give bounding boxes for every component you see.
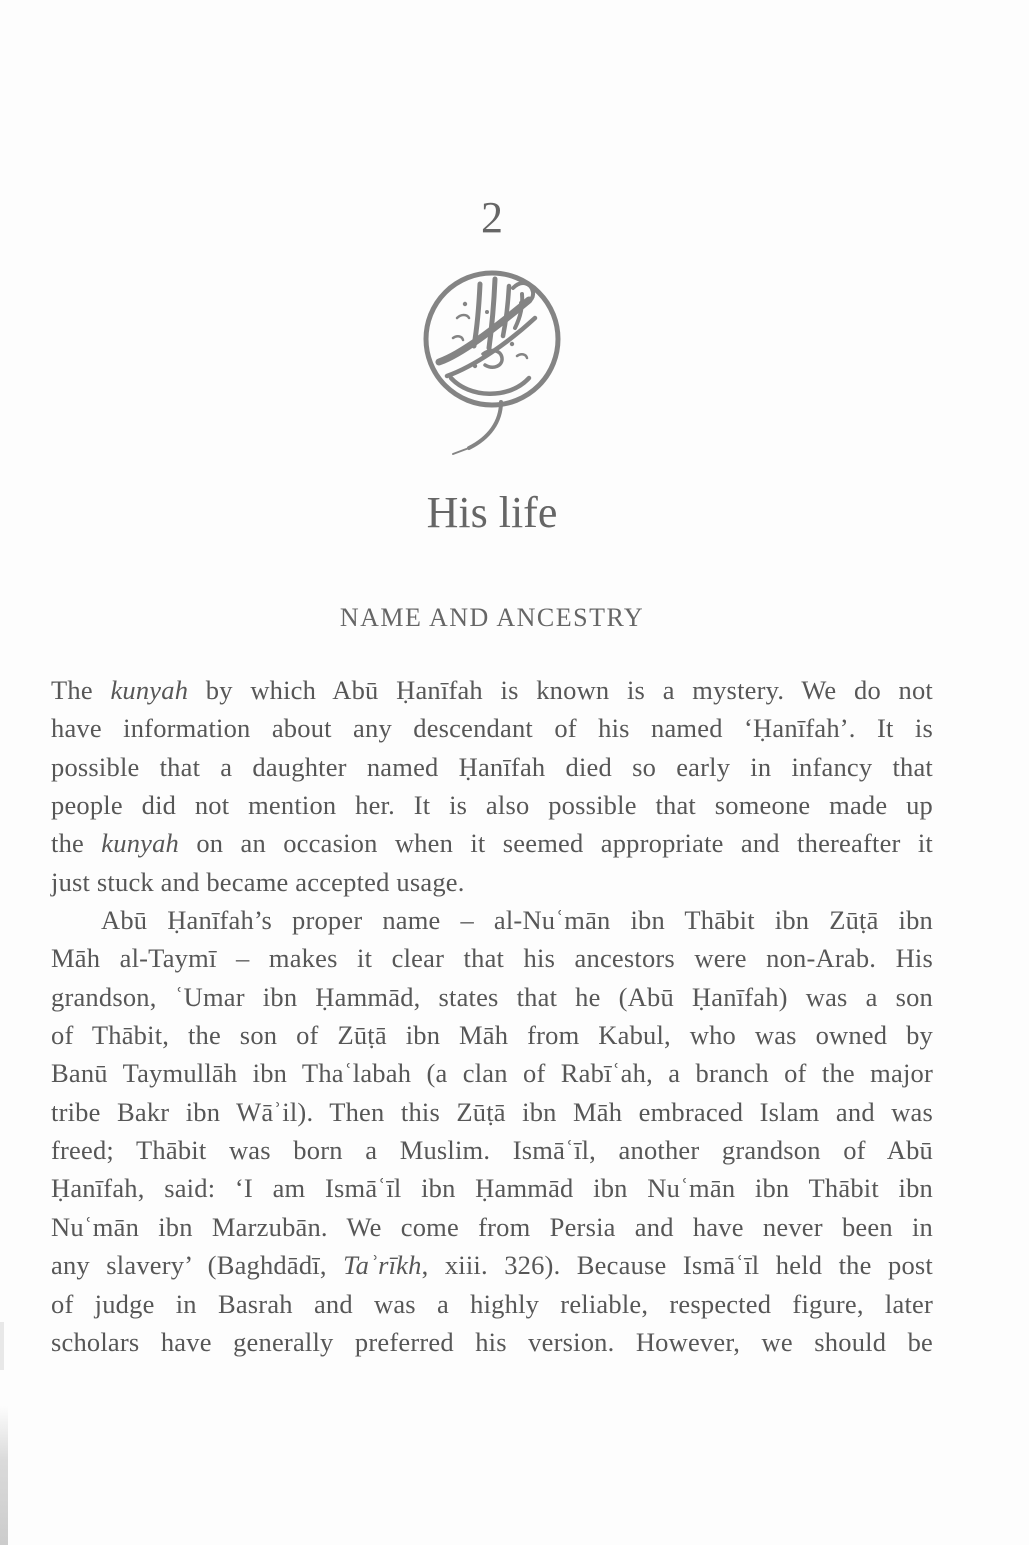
scan-edge-artifact-upper xyxy=(0,1322,4,1370)
italic-text-segment: kunyah xyxy=(110,675,189,705)
page-content xyxy=(51,0,933,1545)
text-line xyxy=(51,709,933,747)
text-line xyxy=(51,1054,933,1092)
text-segment: have information about any descendant of his named ‘Ḥanīfah’. It is xyxy=(51,713,933,744)
text-line xyxy=(51,748,933,786)
chapter-number: 2 xyxy=(481,193,503,242)
paragraph-1 xyxy=(51,671,933,901)
text-line xyxy=(51,863,933,901)
text-segment: Banū Taymullāh ibn Thaʿlabah (a clan of Rabīʿah, a branch of the major xyxy=(51,1058,933,1089)
section-heading: NAME AND ANCESTRY xyxy=(339,603,645,632)
text-segment: on an occasion when it seemed appropriate and thereafter it xyxy=(179,828,933,859)
body-text xyxy=(51,671,933,1361)
text-line xyxy=(51,786,933,824)
text-segment: by which Abū Ḥanīfah is known is a mystery. We do not xyxy=(188,675,933,705)
text-segment: scholars have generally preferred his version. However, we should be xyxy=(51,1326,933,1357)
text-line xyxy=(51,939,933,977)
text-segment: possible that a daughter named Ḥanīfah died so early in infancy that xyxy=(51,751,933,782)
text-segment: of judge in Basrah and was a highly reliable, respected figure, later xyxy=(51,1288,933,1319)
text-line xyxy=(51,1208,933,1246)
italic-text-segment: kunyah xyxy=(101,828,180,859)
text-line xyxy=(51,1131,933,1169)
page-title: His life xyxy=(426,488,558,537)
text-line xyxy=(51,901,933,939)
text-line xyxy=(51,978,933,1016)
paragraph-2 xyxy=(51,901,933,1361)
text-line xyxy=(51,1285,933,1323)
text-segment: The xyxy=(51,675,111,705)
scan-edge-artifact xyxy=(0,1406,8,1545)
text-line xyxy=(51,1016,933,1054)
chapter-ornament xyxy=(417,266,567,466)
text-segment: tribe Bakr ibn Wāʾil). Then this Zūṭā ibn Māh embraced Islam and was xyxy=(51,1096,933,1127)
text-line xyxy=(51,671,933,709)
text-line xyxy=(51,1323,933,1361)
text-segment: freed; Thābit was born a Muslim. Ismāʿīl, another grandson of Abū xyxy=(51,1135,933,1166)
text-segment: just stuck and became accepted usage. xyxy=(51,866,465,897)
text-segment: Nuʿmān ibn Marzubān. We come from Persia and have never been in xyxy=(51,1211,933,1242)
text-line xyxy=(51,1169,933,1207)
text-segment: Māh al-Taymī – makes it clear that his ancestors were non-Arab. His xyxy=(51,943,933,974)
text-line xyxy=(51,1093,933,1131)
bismillah-calligraphy-medallion-icon xyxy=(417,448,567,465)
text-segment: Ḥanīfah, said: ‘I am Ismāʿīl ibn Ḥammād ibn Nuʿmān ibn Thābit ibn xyxy=(51,1173,933,1204)
text-segment: people did not mention her. It is also possible that someone made up xyxy=(51,790,933,821)
text-segment: Abū Ḥanīfah’s proper name – al-Nuʿmān ibn Thābit ibn Zūṭā ibn xyxy=(101,905,933,936)
text-segment: the xyxy=(51,828,102,859)
text-segment: any slavery’ (Baghdādī, xyxy=(51,1250,344,1281)
italic-text-segment: Taʾrīkh xyxy=(343,1250,422,1281)
text-segment: , xiii. 326). Because Ismāʿīl held the post xyxy=(421,1250,933,1281)
text-line xyxy=(51,1246,933,1284)
text-segment: of Thābit, the son of Zūṭā ibn Māh from Kabul, who was owned by xyxy=(51,1020,933,1051)
text-segment: grandson, ʿUmar ibn Ḥammād, states that he (Abū Ḥanīfah) was a son xyxy=(51,981,933,1012)
text-line xyxy=(51,824,933,862)
